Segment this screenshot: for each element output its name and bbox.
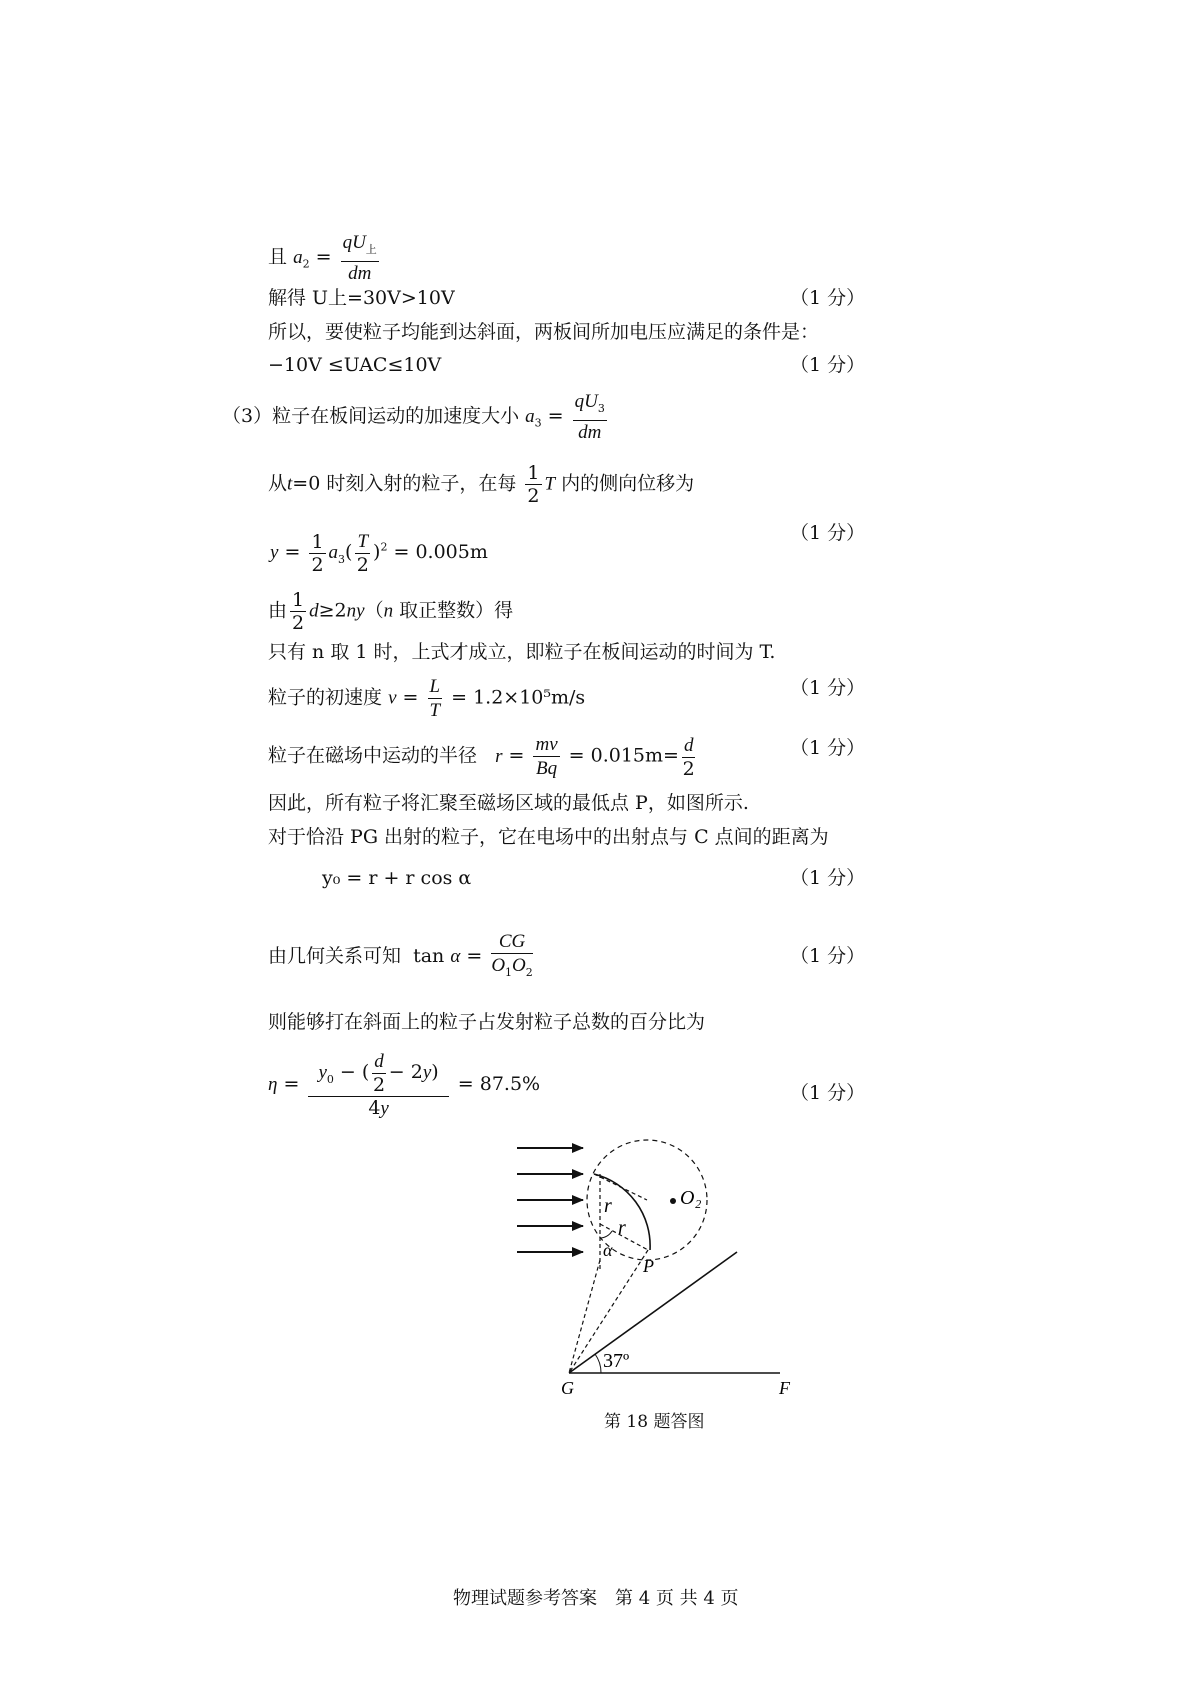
inequality-line: 由 $\frac{1}{2}$ d≥2ny（n 取正整数）得 — [268, 589, 514, 634]
fraction: $\frac{d}{2}$ — [682, 734, 695, 780]
label-angle-37: 37º — [603, 1350, 630, 1372]
line-prefix: 且 — [268, 245, 288, 268]
fraction: $\frac{1}{2}$ — [292, 589, 305, 634]
radius-line: 粒子在磁场中运动的半径 r = $\frac{mv}{Bq}$ = 0.015m= $\frac{d}{2}$ — [268, 734, 695, 780]
score-2: （1 分） — [790, 354, 866, 376]
label-o2: O₂ — [680, 1187, 702, 1209]
label-p: P — [643, 1256, 654, 1276]
y0-equation: y₀ = r + r cos α — [322, 867, 472, 889]
score-3: （1 分） — [790, 522, 866, 544]
alpha-arc — [600, 1231, 612, 1238]
label-alpha: α — [603, 1240, 613, 1260]
center-o2-dot — [670, 1198, 676, 1204]
voltage-condition: −10V ≤UAC≤10V — [268, 354, 442, 376]
score-4: （1 分） — [790, 677, 866, 699]
line-prefix: （3）粒子在板间运动的加速度大小 — [222, 404, 520, 427]
percentage-text: 则能够打在斜面上的粒子占发射粒子总数的百分比为 — [268, 1011, 706, 1033]
label-g: G — [561, 1378, 574, 1395]
page-footer: 物理试题参考答案 第 4 页 共 4 页 — [453, 1588, 739, 1609]
part3-acceleration: （3）粒子在板间运动的加速度大小 $a_3$ = $\frac{qU_3}{dm}$ — [222, 391, 605, 443]
fraction: $\frac{CG}{O_1O_2}$ — [491, 931, 533, 979]
score-8: （1 分） — [790, 1082, 866, 1104]
label-r-vertical: r — [604, 1195, 612, 1217]
pg-particle-line: 对于恰沿 PG 出射的粒子，它在电场中的出射点与 C 点间的距离为 — [268, 826, 829, 848]
equation-a2: 且 $a_2$ = $\frac{qU_上}{dm}$ — [268, 232, 377, 284]
radius-top — [594, 1174, 647, 1200]
fraction: $\frac{qU_上}{dm}$ — [342, 232, 377, 284]
electric-field-arrows — [517, 1148, 583, 1252]
condition-text: 所以，要使粒子均能到达斜面，两板间所加电压应满足的条件是： — [268, 321, 820, 343]
n-equals-1-line: 只有 n 取 1 时，上式才成立，即粒子在板间运动的时间为 T. — [268, 641, 776, 663]
solve-voltage-line: 解得 U上=30V>10V — [268, 287, 455, 309]
fraction: $\frac{mv}{Bq}$ — [535, 734, 558, 779]
label-f: F — [779, 1378, 790, 1395]
answer-figure — [500, 1125, 820, 1395]
fraction: $\frac{1}{2}$ — [527, 462, 540, 507]
score-5: （1 分） — [790, 737, 866, 759]
label-r-slant: r — [618, 1217, 626, 1239]
fraction: $\frac{L}{T}$ — [429, 676, 441, 721]
figure-caption: 第 18 题答图 — [604, 1412, 705, 1432]
fraction: $\frac{qU_3}{dm}$ — [574, 391, 605, 443]
t0-particle-line: 从t=0 时刻入射的粒子，在每 $\frac{1}{2}$ T 内的侧向位移为 — [268, 462, 695, 507]
path-c-to-g — [569, 1260, 600, 1373]
efficiency-equation: η = $y_0$ − ( $\frac{d}{2}$ − 2y) 4y = 87.5% — [268, 1051, 541, 1119]
fraction: $\frac{T}{2}$ — [356, 531, 369, 576]
fraction: $\frac{d}{2}$ — [373, 1051, 386, 1096]
score-6: （1 分） — [790, 867, 866, 889]
fraction: $\frac{1}{2}$ — [311, 530, 324, 576]
score-7: （1 分） — [790, 945, 866, 967]
converge-line: 因此，所有粒子将汇聚至磁场区域的最低点 P，如图所示. — [268, 792, 749, 814]
angle-arc — [595, 1354, 601, 1373]
displacement-equation: y = $\frac{1}{2}$ $a_3$( $\frac{T}{2}$ )$^2$ = 0.005m — [270, 530, 488, 576]
tan-alpha-line: 由几何关系可知 tan α = $\frac{CG}{O_1O_2}$ — [268, 930, 536, 984]
initial-velocity-line: 粒子的初速度 v = $\frac{L}{T}$ = 1.2×10⁵m/s — [268, 676, 586, 721]
fraction: $y_0$ − ( $\frac{d}{2}$ − 2y) 4y — [308, 1050, 448, 1120]
score-1: （1 分） — [790, 287, 866, 309]
